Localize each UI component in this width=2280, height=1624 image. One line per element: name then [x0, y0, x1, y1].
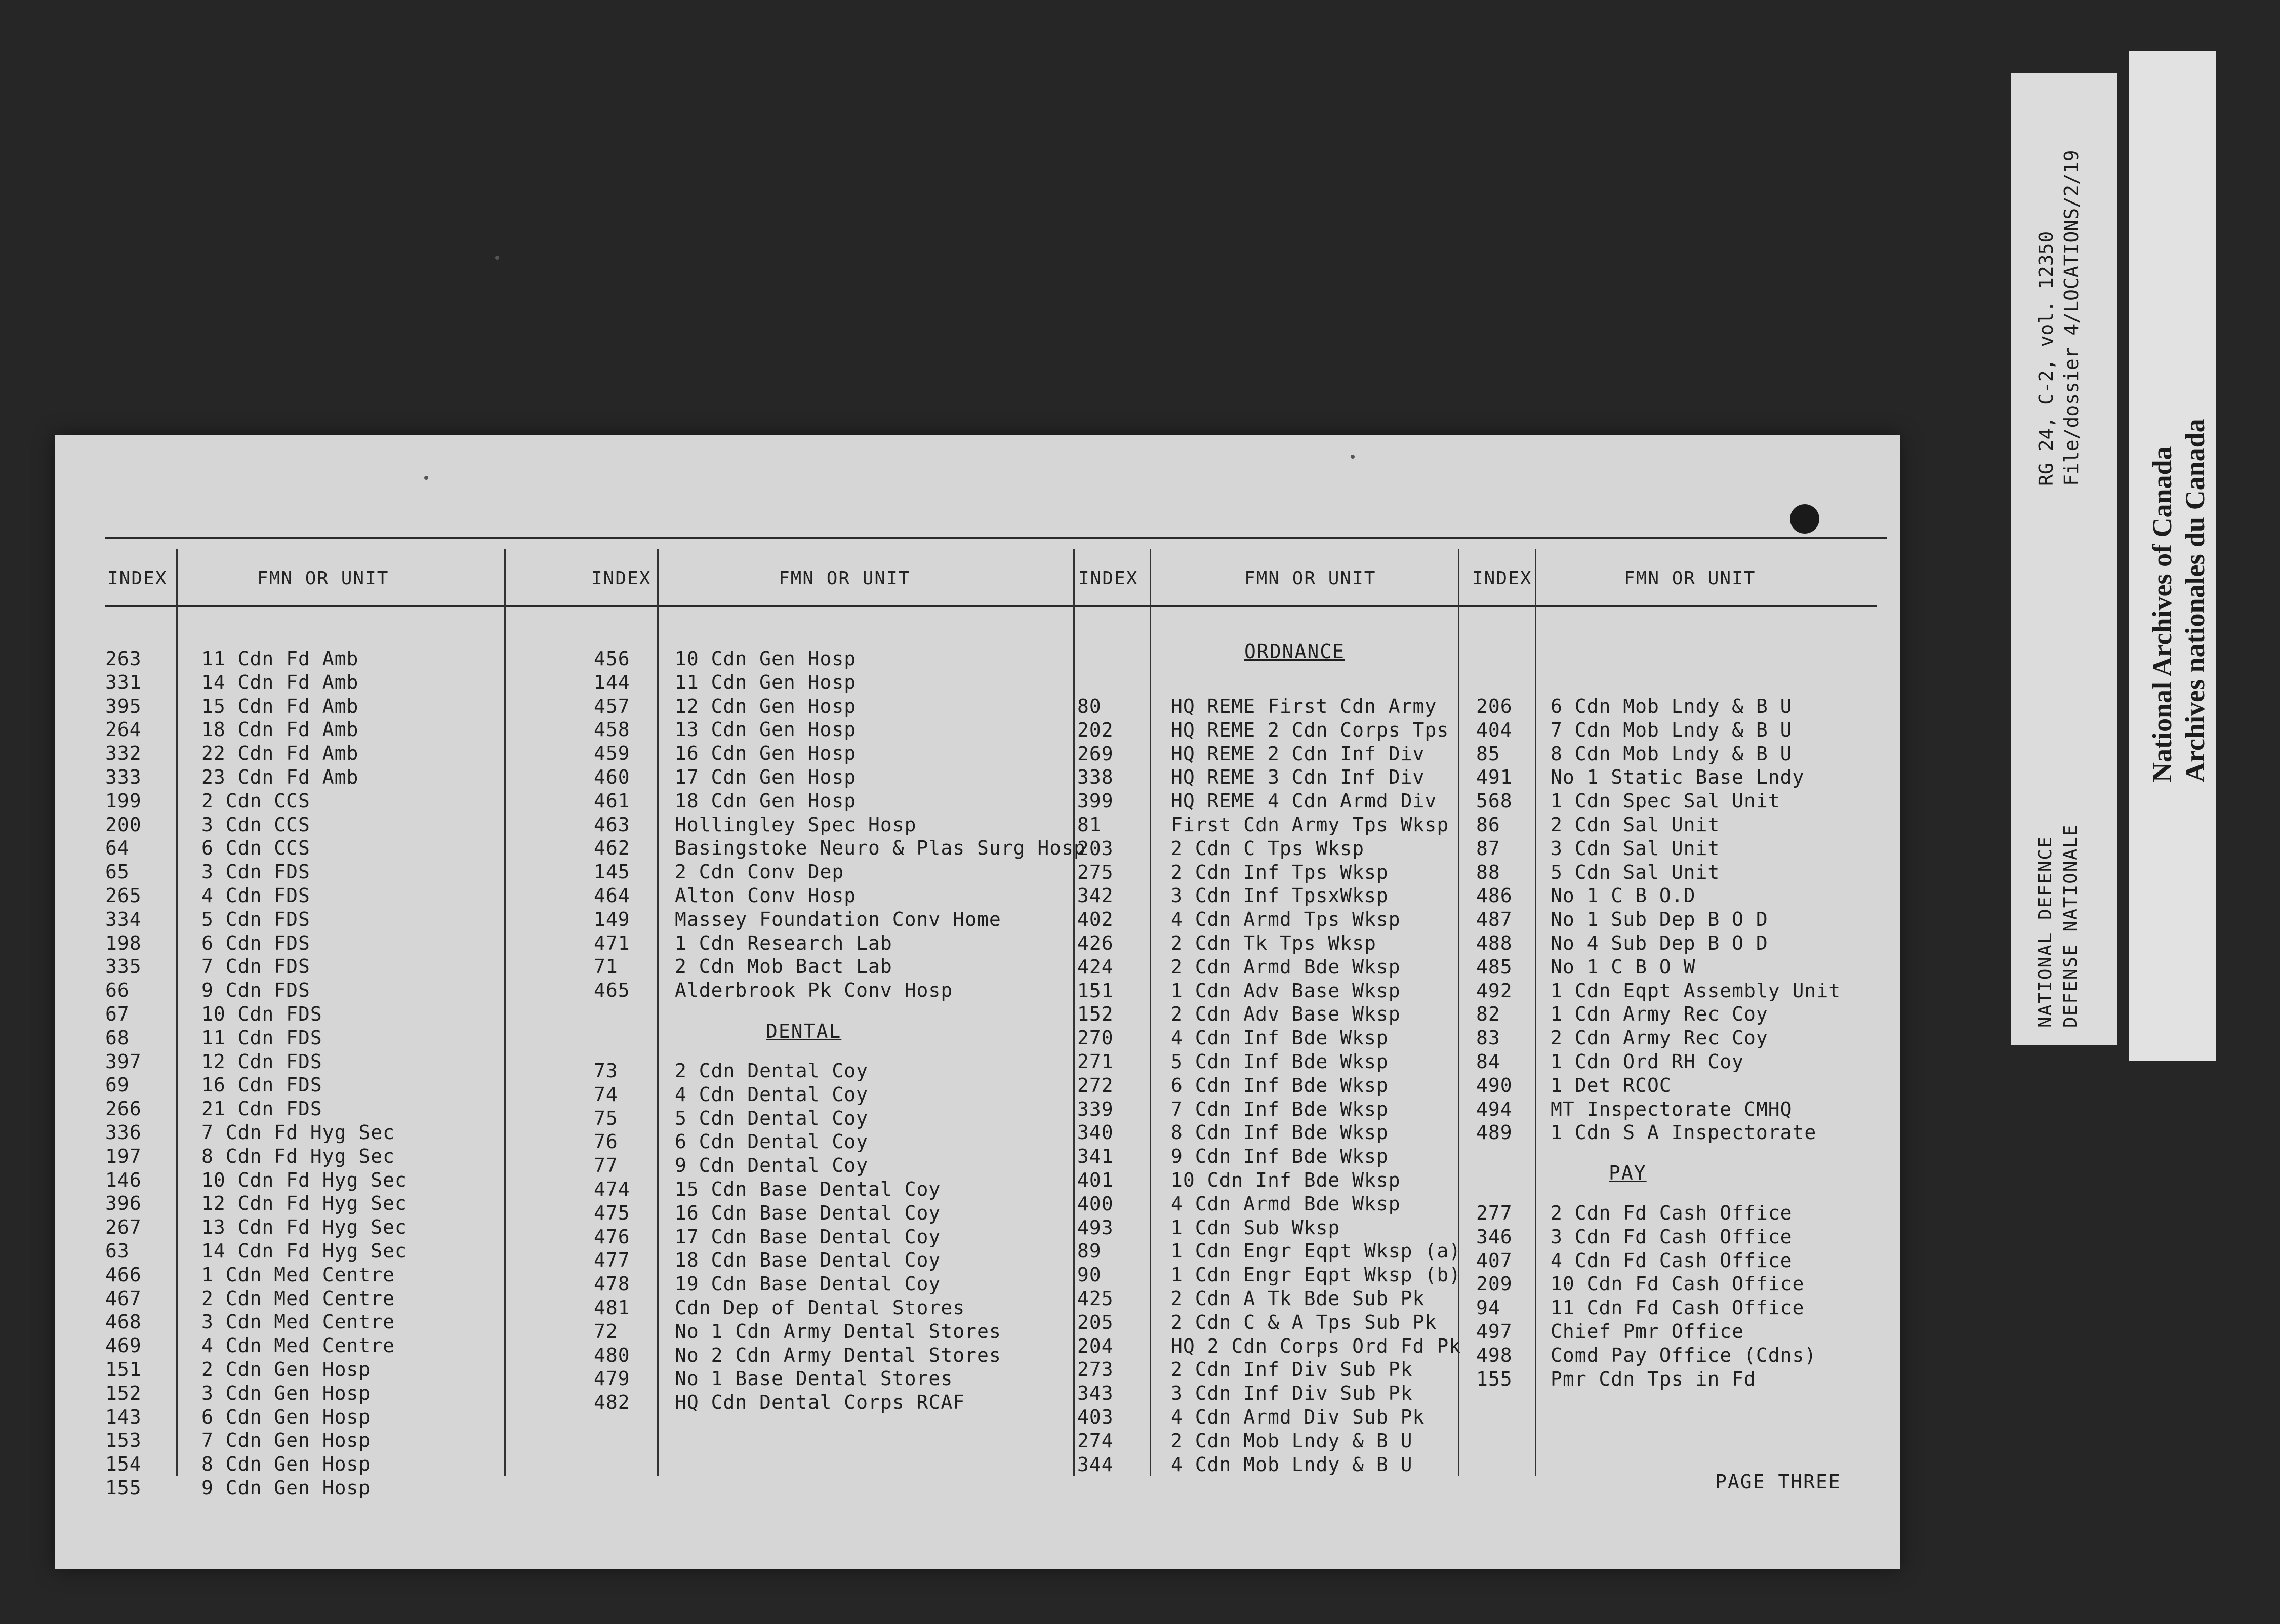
- row-unit: 2 Cdn Conv Dep: [675, 861, 844, 883]
- row-index: 94: [1476, 1296, 1500, 1319]
- column-divider: [1073, 549, 1075, 1476]
- row-unit: 9 Cdn Inf Bde Wksp: [1171, 1145, 1389, 1168]
- row-unit: 14 Cdn Fd Hyg Sec: [201, 1240, 407, 1262]
- row-index: 459: [594, 742, 630, 765]
- row-index: 263: [105, 647, 142, 670]
- column-divider: [176, 549, 178, 1476]
- header-unit-1: FMN OR UNIT: [257, 568, 389, 589]
- row-unit: 5 Cdn Sal Unit: [1551, 861, 1720, 883]
- header-unit-2: FMN OR UNIT: [779, 568, 911, 589]
- row-unit: 1 Cdn Adv Base Wksp: [1171, 979, 1401, 1002]
- row-unit: 15 Cdn Fd Amb: [201, 695, 359, 717]
- row-unit: 13 Cdn Fd Hyg Sec: [201, 1216, 407, 1239]
- row-index: 209: [1476, 1273, 1513, 1295]
- row-unit: 23 Cdn Fd Amb: [201, 766, 359, 788]
- row-unit: 2 Cdn C Tps Wksp: [1171, 837, 1365, 860]
- row-unit: 8 Cdn Gen Hosp: [201, 1453, 371, 1476]
- row-unit: 22 Cdn Fd Amb: [201, 742, 359, 765]
- row-index: 270: [1077, 1027, 1114, 1049]
- row-unit: 18 Cdn Base Dental Coy: [675, 1249, 941, 1272]
- row-index: 88: [1476, 861, 1500, 883]
- row-index: 395: [105, 695, 142, 717]
- row-unit: Comd Pay Office (Cdns): [1551, 1344, 1817, 1366]
- page-number: PAGE THREE: [1715, 1471, 1841, 1493]
- row-unit: 6 Cdn Inf Bde Wksp: [1171, 1074, 1389, 1097]
- row-unit: 2 Cdn Tk Tps Wksp: [1171, 932, 1376, 954]
- row-unit: 6 Cdn FDS: [201, 931, 310, 954]
- row-unit: MT Inspectorate CMHQ: [1551, 1098, 1793, 1120]
- header-bottom-rule: [105, 605, 1877, 607]
- row-index: 274: [1077, 1429, 1114, 1452]
- row-index: 82: [1476, 1003, 1500, 1026]
- row-unit: 12 Cdn Fd Hyg Sec: [201, 1192, 407, 1215]
- row-unit: 9 Cdn Gen Hosp: [201, 1477, 371, 1499]
- row-index: 149: [594, 908, 630, 930]
- row-unit: Massey Foundation Conv Home: [675, 908, 1001, 930]
- row-unit: 2 Cdn Fd Cash Office: [1551, 1202, 1793, 1224]
- row-index: 339: [1077, 1098, 1114, 1120]
- row-index: 481: [594, 1296, 630, 1319]
- row-unit: 10 Cdn Fd Hyg Sec: [201, 1168, 407, 1191]
- row-unit: 19 Cdn Base Dental Coy: [675, 1273, 941, 1295]
- row-index: 397: [105, 1050, 142, 1073]
- row-unit: No 1 C B O.D: [1551, 884, 1696, 907]
- row-index: 341: [1077, 1145, 1114, 1168]
- row-unit: 2 Cdn Armd Bde Wksp: [1171, 955, 1401, 978]
- column-divider: [504, 549, 506, 1476]
- row-unit: 6 Cdn CCS: [201, 837, 310, 860]
- row-unit: 3 Cdn FDS: [201, 861, 310, 883]
- row-index: 487: [1476, 908, 1513, 931]
- row-index: 479: [594, 1367, 630, 1390]
- row-unit: 6 Cdn Dental Coy: [675, 1130, 869, 1153]
- row-unit: 12 Cdn FDS: [201, 1050, 322, 1073]
- row-index: 277: [1476, 1202, 1513, 1224]
- row-unit: 3 Cdn Gen Hosp: [201, 1382, 371, 1404]
- row-index: 81: [1077, 814, 1102, 836]
- column-divider: [1535, 549, 1536, 1476]
- row-index: 475: [594, 1201, 630, 1224]
- row-unit: 6 Cdn Gen Hosp: [201, 1405, 371, 1428]
- row-index: 153: [105, 1429, 142, 1452]
- row-unit: 9 Cdn Dental Coy: [675, 1154, 869, 1177]
- row-index: 489: [1476, 1121, 1513, 1144]
- row-unit: 16 Cdn Gen Hosp: [675, 742, 857, 765]
- header-index-4: INDEX: [1472, 568, 1532, 589]
- row-unit: 11 Cdn Fd Cash Office: [1551, 1296, 1805, 1319]
- row-unit: 7 Cdn FDS: [201, 955, 310, 978]
- section-heading-ordnance: ORDNANCE: [1244, 640, 1346, 663]
- row-index: 198: [105, 931, 142, 954]
- row-index: 66: [105, 979, 130, 1002]
- row-unit: 3 Cdn Med Centre: [201, 1311, 395, 1333]
- punch-hole: [1790, 504, 1819, 534]
- row-unit: 10 Cdn FDS: [201, 1003, 322, 1025]
- row-unit: 16 Cdn Base Dental Coy: [675, 1201, 941, 1224]
- row-index: 458: [594, 718, 630, 741]
- row-index: 407: [1476, 1249, 1513, 1272]
- row-index: 85: [1476, 742, 1500, 765]
- row-index: 490: [1476, 1074, 1513, 1097]
- row-unit: 13 Cdn Gen Hosp: [675, 718, 857, 741]
- row-index: 404: [1476, 718, 1513, 741]
- row-index: 465: [594, 979, 630, 1002]
- column-divider: [657, 549, 659, 1476]
- row-index: 145: [594, 861, 630, 883]
- row-unit: 9 Cdn FDS: [201, 979, 310, 1002]
- row-unit: HQ REME First Cdn Army: [1171, 695, 1437, 717]
- row-unit: 3 Cdn Inf Div Sub Pk: [1171, 1382, 1413, 1405]
- row-unit: 1 Cdn Research Lab: [675, 931, 892, 954]
- row-unit: 1 Cdn S A Inspectorate: [1551, 1121, 1817, 1144]
- row-index: 471: [594, 931, 630, 954]
- row-unit: HQ REME 2 Cdn Inf Div: [1171, 742, 1425, 765]
- row-index: 478: [594, 1273, 630, 1295]
- row-index: 89: [1077, 1240, 1102, 1263]
- row-unit: Hollingley Spec Hosp: [675, 813, 917, 836]
- row-unit: 12 Cdn Gen Hosp: [675, 695, 857, 717]
- row-unit: No 1 Static Base Lndy: [1551, 766, 1805, 789]
- row-index: 462: [594, 837, 630, 860]
- row-unit: 3 Cdn Sal Unit: [1551, 837, 1720, 860]
- row-unit: Basingstoke Neuro & Plas Surg Hosp: [675, 837, 1086, 860]
- row-unit: 4 Cdn Armd Tps Wksp: [1171, 908, 1401, 931]
- row-unit: 4 Cdn Armd Div Sub Pk: [1171, 1406, 1425, 1428]
- row-index: 469: [105, 1334, 142, 1357]
- row-index: 152: [105, 1382, 142, 1404]
- row-index: 72: [594, 1320, 618, 1343]
- row-unit: HQ Cdn Dental Corps RCAF: [675, 1391, 965, 1414]
- archive-name-english: National Archives of Canada: [2147, 446, 2177, 782]
- row-index: 197: [105, 1145, 142, 1167]
- row-index: 485: [1476, 955, 1513, 978]
- row-unit: 4 Cdn Mob Lndy & B U: [1171, 1453, 1413, 1476]
- row-index: 335: [105, 955, 142, 978]
- row-index: 86: [1476, 814, 1500, 836]
- archive-reference-line1: RG 24, C-2, vol. 12350: [2035, 231, 2057, 486]
- row-unit: 3 Cdn Inf TpsxWksp: [1171, 884, 1389, 907]
- row-unit: No 2 Cdn Army Dental Stores: [675, 1344, 1001, 1366]
- row-unit: 10 Cdn Inf Bde Wksp: [1171, 1169, 1401, 1191]
- row-index: 474: [594, 1178, 630, 1200]
- header-top-rule: [105, 537, 1887, 539]
- row-index: 342: [1077, 884, 1114, 907]
- row-index: 152: [1077, 1003, 1114, 1026]
- row-unit: 18 Cdn Fd Amb: [201, 718, 359, 741]
- row-index: 68: [105, 1026, 130, 1049]
- row-index: 84: [1476, 1050, 1500, 1073]
- row-unit: 3 Cdn CCS: [201, 813, 310, 836]
- row-unit: 10 Cdn Fd Cash Office: [1551, 1273, 1805, 1295]
- section-heading-dental: DENTAL: [766, 1020, 842, 1042]
- row-index: 424: [1077, 955, 1114, 978]
- row-unit: 4 Cdn Inf Bde Wksp: [1171, 1027, 1389, 1049]
- row-index: 343: [1077, 1382, 1114, 1405]
- row-index: 338: [1077, 766, 1114, 789]
- row-unit: 2 Cdn Gen Hosp: [201, 1358, 371, 1381]
- row-index: 63: [105, 1240, 130, 1262]
- row-unit: 2 Cdn Mob Lndy & B U: [1171, 1429, 1413, 1452]
- row-index: 271: [1077, 1050, 1114, 1073]
- row-unit: 10 Cdn Gen Hosp: [675, 647, 857, 670]
- row-index: 492: [1476, 979, 1513, 1002]
- row-unit: 2 Cdn Army Rec Coy: [1551, 1027, 1768, 1049]
- row-index: 464: [594, 884, 630, 907]
- row-unit: 17 Cdn Base Dental Coy: [675, 1225, 941, 1248]
- row-unit: HQ REME 4 Cdn Armd Div: [1171, 790, 1437, 813]
- row-unit: First Cdn Army Tps Wksp: [1171, 814, 1449, 836]
- row-unit: 1 Cdn Ord RH Coy: [1551, 1050, 1744, 1073]
- row-index: 64: [105, 837, 130, 860]
- row-unit: 7 Cdn Fd Hyg Sec: [201, 1121, 395, 1144]
- row-index: 344: [1077, 1453, 1114, 1476]
- row-index: 494: [1476, 1098, 1513, 1120]
- row-index: 83: [1476, 1027, 1500, 1049]
- row-unit: 2 Cdn A Tk Bde Sub Pk: [1171, 1287, 1425, 1310]
- speck: [424, 476, 428, 480]
- row-index: 334: [105, 908, 142, 930]
- archive-name-french: Archives nationales du Canada: [2180, 419, 2210, 782]
- row-index: 456: [594, 647, 630, 670]
- row-unit: Alderbrook Pk Conv Hosp: [675, 979, 953, 1002]
- row-unit: 15 Cdn Base Dental Coy: [675, 1178, 941, 1200]
- row-unit: 4 Cdn Med Centre: [201, 1334, 395, 1357]
- row-index: 67: [105, 1003, 130, 1025]
- row-unit: 1 Det RCOC: [1551, 1074, 1672, 1097]
- row-unit: 5 Cdn FDS: [201, 908, 310, 930]
- row-unit: No 1 Sub Dep B O D: [1551, 908, 1768, 931]
- row-unit: 4 Cdn Fd Cash Office: [1551, 1249, 1793, 1272]
- row-index: 426: [1077, 932, 1114, 954]
- row-unit: 1 Cdn Med Centre: [201, 1263, 395, 1286]
- row-unit: 21 Cdn FDS: [201, 1098, 322, 1120]
- row-index: 146: [105, 1168, 142, 1191]
- row-unit: Pmr Cdn Tps in Fd: [1551, 1367, 1756, 1390]
- row-unit: 1 Cdn Eqpt Assembly Unit: [1551, 979, 1841, 1002]
- row-unit: 8 Cdn Mob Lndy & B U: [1551, 742, 1793, 765]
- row-index: 151: [1077, 979, 1114, 1002]
- row-unit: 2 Cdn Inf Tps Wksp: [1171, 861, 1389, 883]
- row-unit: 4 Cdn Dental Coy: [675, 1083, 869, 1106]
- row-unit: No 1 Base Dental Stores: [675, 1367, 953, 1390]
- row-index: 491: [1476, 766, 1513, 789]
- row-index: 76: [594, 1130, 618, 1153]
- row-index: 480: [594, 1344, 630, 1366]
- row-unit: 1 Cdn Engr Eqpt Wksp (b): [1171, 1264, 1461, 1286]
- department-line1: NATIONAL DEFENCE: [2035, 836, 2056, 1028]
- row-index: 457: [594, 695, 630, 717]
- row-index: 488: [1476, 932, 1513, 954]
- row-unit: 5 Cdn Inf Bde Wksp: [1171, 1050, 1389, 1073]
- row-index: 463: [594, 813, 630, 836]
- row-index: 269: [1077, 742, 1114, 765]
- row-index: 154: [105, 1453, 142, 1476]
- row-index: 400: [1077, 1192, 1114, 1215]
- row-unit: 8 Cdn Fd Hyg Sec: [201, 1145, 395, 1167]
- row-unit: 2 Cdn Sal Unit: [1551, 814, 1720, 836]
- row-index: 403: [1077, 1406, 1114, 1428]
- row-unit: 14 Cdn Fd Amb: [201, 671, 359, 694]
- speck: [495, 256, 499, 260]
- row-index: 460: [594, 766, 630, 788]
- row-unit: 11 Cdn Gen Hosp: [675, 671, 857, 694]
- row-index: 461: [594, 789, 630, 812]
- row-index: 264: [105, 718, 142, 741]
- row-index: 272: [1077, 1074, 1114, 1097]
- row-index: 467: [105, 1287, 142, 1310]
- row-unit: HQ REME 2 Cdn Corps Tps: [1171, 718, 1449, 741]
- row-unit: 1 Cdn Sub Wksp: [1171, 1216, 1340, 1239]
- row-index: 401: [1077, 1169, 1114, 1191]
- row-index: 77: [594, 1154, 618, 1177]
- row-unit: 2 Cdn Inf Div Sub Pk: [1171, 1358, 1413, 1381]
- row-unit: 4 Cdn Armd Bde Wksp: [1171, 1192, 1401, 1215]
- row-unit: 7 Cdn Mob Lndy & B U: [1551, 718, 1793, 741]
- row-index: 477: [594, 1249, 630, 1272]
- row-index: 476: [594, 1225, 630, 1248]
- row-index: 80: [1077, 695, 1102, 717]
- row-unit: Chief Pmr Office: [1551, 1320, 1744, 1343]
- row-unit: 2 Cdn Adv Base Wksp: [1171, 1003, 1401, 1026]
- header-index-1: INDEX: [107, 568, 168, 589]
- row-unit: HQ 2 Cdn Corps Ord Fd Pk: [1171, 1334, 1461, 1357]
- row-unit: 3 Cdn Fd Cash Office: [1551, 1225, 1793, 1248]
- row-unit: 2 Cdn Med Centre: [201, 1287, 395, 1310]
- row-index: 206: [1476, 695, 1513, 717]
- row-unit: No 1 Cdn Army Dental Stores: [675, 1320, 1001, 1343]
- row-unit: No 1 C B O W: [1551, 955, 1696, 978]
- row-index: 75: [594, 1107, 618, 1129]
- row-index: 155: [105, 1477, 142, 1499]
- header-index-3: INDEX: [1078, 568, 1138, 589]
- row-index: 399: [1077, 790, 1114, 813]
- row-unit: 1 Cdn Engr Eqpt Wksp (a): [1171, 1240, 1461, 1263]
- row-index: 265: [105, 884, 142, 907]
- row-index: 204: [1077, 1334, 1114, 1357]
- row-index: 396: [105, 1192, 142, 1215]
- row-index: 73: [594, 1060, 618, 1082]
- row-unit: Alton Conv Hosp: [675, 884, 857, 907]
- row-unit: 1 Cdn Army Rec Coy: [1551, 1003, 1768, 1026]
- index-card: [55, 435, 1900, 1569]
- section-heading-pay: PAY: [1609, 1162, 1647, 1184]
- row-unit: 18 Cdn Gen Hosp: [675, 789, 857, 812]
- row-index: 143: [105, 1405, 142, 1428]
- row-index: 144: [594, 671, 630, 694]
- row-index: 65: [105, 861, 130, 883]
- row-index: 331: [105, 671, 142, 694]
- row-index: 482: [594, 1391, 630, 1414]
- department-line2: DEFENSE NATIONALE: [2060, 824, 2081, 1028]
- row-unit: 17 Cdn Gen Hosp: [675, 766, 857, 788]
- row-index: 497: [1476, 1320, 1513, 1343]
- row-index: 151: [105, 1358, 142, 1381]
- row-unit: 7 Cdn Gen Hosp: [201, 1429, 371, 1452]
- row-unit: 6 Cdn Mob Lndy & B U: [1551, 695, 1793, 717]
- row-unit: 7 Cdn Inf Bde Wksp: [1171, 1098, 1389, 1120]
- row-index: 267: [105, 1216, 142, 1239]
- row-index: 333: [105, 766, 142, 788]
- row-index: 468: [105, 1311, 142, 1333]
- row-unit: Cdn Dep of Dental Stores: [675, 1296, 965, 1319]
- row-index: 336: [105, 1121, 142, 1144]
- row-index: 87: [1476, 837, 1500, 860]
- row-unit: 2 Cdn C & A Tps Sub Pk: [1171, 1311, 1437, 1333]
- row-index: 266: [105, 1098, 142, 1120]
- row-index: 273: [1077, 1358, 1114, 1381]
- row-index: 199: [105, 789, 142, 812]
- row-index: 155: [1476, 1367, 1513, 1390]
- row-index: 466: [105, 1263, 142, 1286]
- header-unit-4: FMN OR UNIT: [1624, 568, 1756, 589]
- speck: [1351, 455, 1355, 459]
- row-index: 346: [1476, 1225, 1513, 1248]
- row-unit: 1 Cdn Spec Sal Unit: [1551, 790, 1780, 813]
- row-index: 200: [105, 813, 142, 836]
- row-index: 203: [1077, 837, 1114, 860]
- row-unit: 5 Cdn Dental Coy: [675, 1107, 869, 1129]
- header-unit-3: FMN OR UNIT: [1244, 568, 1376, 589]
- row-unit: 11 Cdn FDS: [201, 1026, 322, 1049]
- row-index: 568: [1476, 790, 1513, 813]
- row-index: 74: [594, 1083, 618, 1106]
- row-index: 340: [1077, 1121, 1114, 1144]
- row-unit: 2 Cdn Dental Coy: [675, 1060, 869, 1082]
- row-index: 425: [1077, 1287, 1114, 1310]
- archive-reference-line2: File/dossier 4/LOCATIONS/2/19: [2060, 150, 2083, 486]
- row-index: 486: [1476, 884, 1513, 907]
- row-unit: 16 Cdn FDS: [201, 1074, 322, 1097]
- row-index: 493: [1077, 1216, 1114, 1239]
- row-unit: No 4 Sub Dep B O D: [1551, 932, 1768, 954]
- row-unit: 11 Cdn Fd Amb: [201, 647, 359, 670]
- row-unit: 2 Cdn Mob Bact Lab: [675, 955, 892, 978]
- row-index: 332: [105, 742, 142, 765]
- row-unit: HQ REME 3 Cdn Inf Div: [1171, 766, 1425, 789]
- header-index-2: INDEX: [591, 568, 652, 589]
- row-index: 90: [1077, 1264, 1102, 1286]
- row-index: 71: [594, 955, 618, 978]
- column-divider: [1150, 549, 1151, 1476]
- row-unit: 4 Cdn FDS: [201, 884, 310, 907]
- row-index: 402: [1077, 908, 1114, 931]
- row-unit: 8 Cdn Inf Bde Wksp: [1171, 1121, 1389, 1144]
- row-index: 69: [105, 1074, 130, 1097]
- row-index: 205: [1077, 1311, 1114, 1333]
- row-unit: 2 Cdn CCS: [201, 789, 310, 812]
- row-index: 202: [1077, 718, 1114, 741]
- row-index: 275: [1077, 861, 1114, 883]
- row-index: 498: [1476, 1344, 1513, 1366]
